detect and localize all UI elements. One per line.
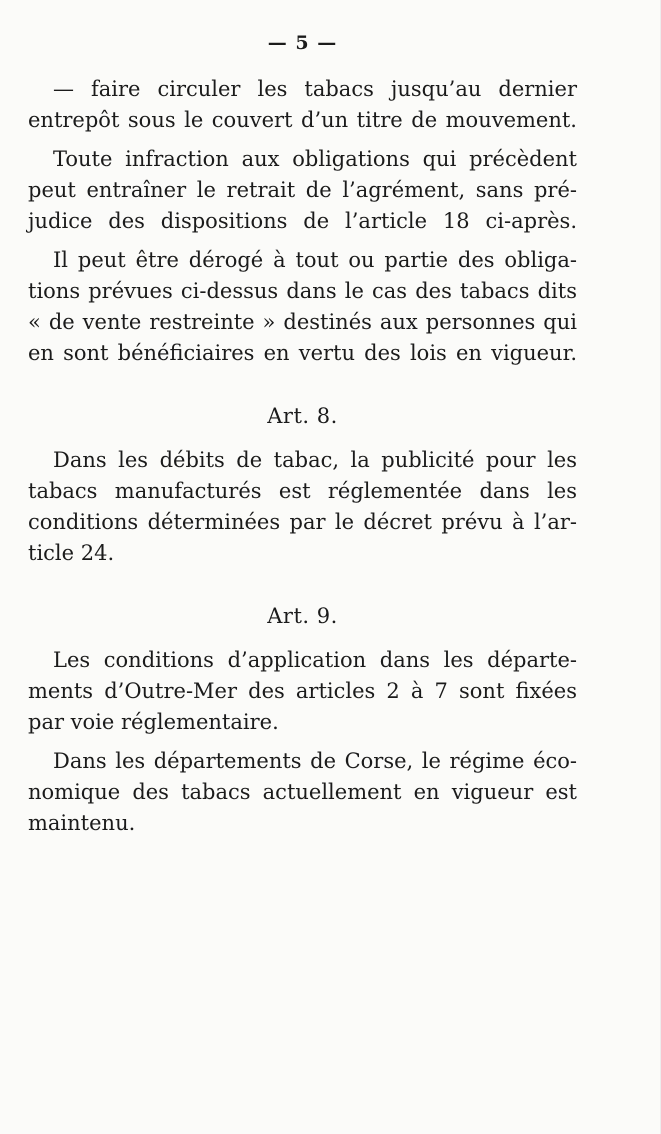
page-number: — 5 — bbox=[267, 32, 338, 54]
text-line: Dans les départements de Corse, le régime éco- bbox=[53, 749, 577, 773]
text-line: judice des dispositions de l’article 18 ci-après. bbox=[28, 209, 577, 233]
text-line: en sont bénéficiaires en vertu des lois en vigueur. bbox=[28, 341, 577, 365]
text-column bbox=[28, 74, 577, 839]
paragraph bbox=[28, 645, 577, 738]
text-line: Les conditions d’application dans les départe- bbox=[53, 648, 577, 672]
text-line: « de vente restreinte » destinés aux personnes qui bbox=[28, 310, 577, 334]
text-line: par voie réglementaire. bbox=[28, 710, 279, 734]
text-line: ments d’Outre-Mer des articles 2 à 7 sont fixées bbox=[28, 679, 577, 703]
text-line: entrepôt sous le couvert d’un titre de mouvement. bbox=[28, 108, 577, 132]
paragraph bbox=[28, 245, 577, 369]
text-line: maintenu. bbox=[28, 811, 136, 835]
text-line: Dans les débits de tabac, la publicité pour les bbox=[53, 448, 577, 472]
paragraph bbox=[28, 445, 577, 569]
article-heading-9: Art. 9. bbox=[267, 604, 338, 628]
paragraph bbox=[28, 746, 577, 839]
article-heading-8: Art. 8. bbox=[267, 404, 338, 428]
paragraph bbox=[28, 144, 577, 237]
text-line: ticle 24. bbox=[28, 541, 115, 565]
paragraph bbox=[28, 74, 577, 136]
text-line: — faire circuler les tabacs jusqu’au dernier bbox=[53, 77, 577, 101]
text-line: Il peut être dérogé à tout ou partie des obliga- bbox=[53, 248, 577, 272]
text-line: nomique des tabacs actuellement en vigueur est bbox=[28, 780, 577, 804]
text-line: peut entraîner le retrait de l’agrément, sans pré- bbox=[28, 178, 577, 202]
text-line: Toute infraction aux obligations qui précèdent bbox=[53, 147, 577, 171]
text-line: tabacs manufacturés est réglementée dans les bbox=[28, 479, 577, 503]
text-line: conditions déterminées par le décret prévu à l’ar- bbox=[28, 510, 577, 534]
text-line: tions prévues ci-dessus dans le cas des tabacs dits bbox=[28, 279, 577, 303]
